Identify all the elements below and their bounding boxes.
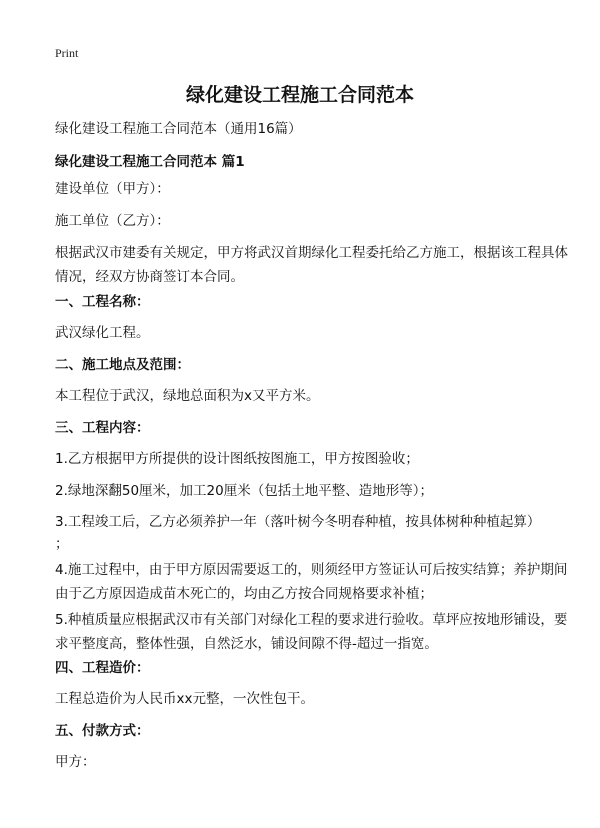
location-text: 本工程位于武汉，绿地总面积为x又平方米。: [55, 388, 320, 404]
content-item-1: 1.乙方根据甲方所提供的设计图纸按图施工，甲方按图验收；: [55, 451, 419, 467]
print-label: Print: [55, 46, 79, 60]
project-name-text: 武汉绿化工程。: [55, 325, 150, 341]
content-item-4: 4.施工过程中，由于甲方原因需要返工的，则须经甲方签证认可后按实结算；养护期间由于乙方原因造成苗木死亡的，均由乙方按合同规格要求补植；: [55, 562, 568, 602]
intro-paragraph: 根据武汉市建委有关规定，甲方将武汉首期绿化工程委托给乙方施工，根据该工程具体情况，经双方协商签订本合同。: [55, 245, 568, 285]
document-title: 绿化建设工程施工合同范本: [185, 84, 414, 106]
heading-location: 二、施工地点及范围：: [55, 357, 190, 373]
cost-text: 工程总造价为人民币xx元整，一次性包干。: [55, 691, 314, 707]
payment-party-a: 甲方：: [55, 754, 96, 770]
subtitle: 绿化建设工程施工合同范本（通用16篇）: [55, 121, 302, 137]
content-item-5: 5.种植质量应根据武汉市有关部门对绿化工程的要求进行验收。草坪应按地形铺设，要求平整度高，整体性强，自然泛水，铺设间隙不得-超过一指宽。: [55, 612, 568, 652]
party-a-line: 建设单位（甲方）：: [55, 181, 170, 197]
section-heading: 绿化建设工程施工合同范本 篇1: [55, 154, 245, 170]
heading-project-name: 一、工程名称：: [55, 294, 150, 310]
heading-cost: 四、工程造价：: [55, 660, 150, 676]
content-item-3-end: ；: [55, 536, 69, 552]
heading-payment: 五、付款方式：: [55, 723, 150, 739]
party-b-line: 施工单位（乙方）：: [55, 213, 170, 229]
content-item-3: 3.工程竣工后，乙方必须养护一年（落叶树今冬明春种植，按具体树种种植起算）: [55, 514, 541, 530]
heading-content: 三、工程内容：: [55, 420, 150, 436]
content-item-2: 2.绿地深翻50厘米，加工20厘米（包括土地平整、造地形等）；: [55, 483, 433, 499]
